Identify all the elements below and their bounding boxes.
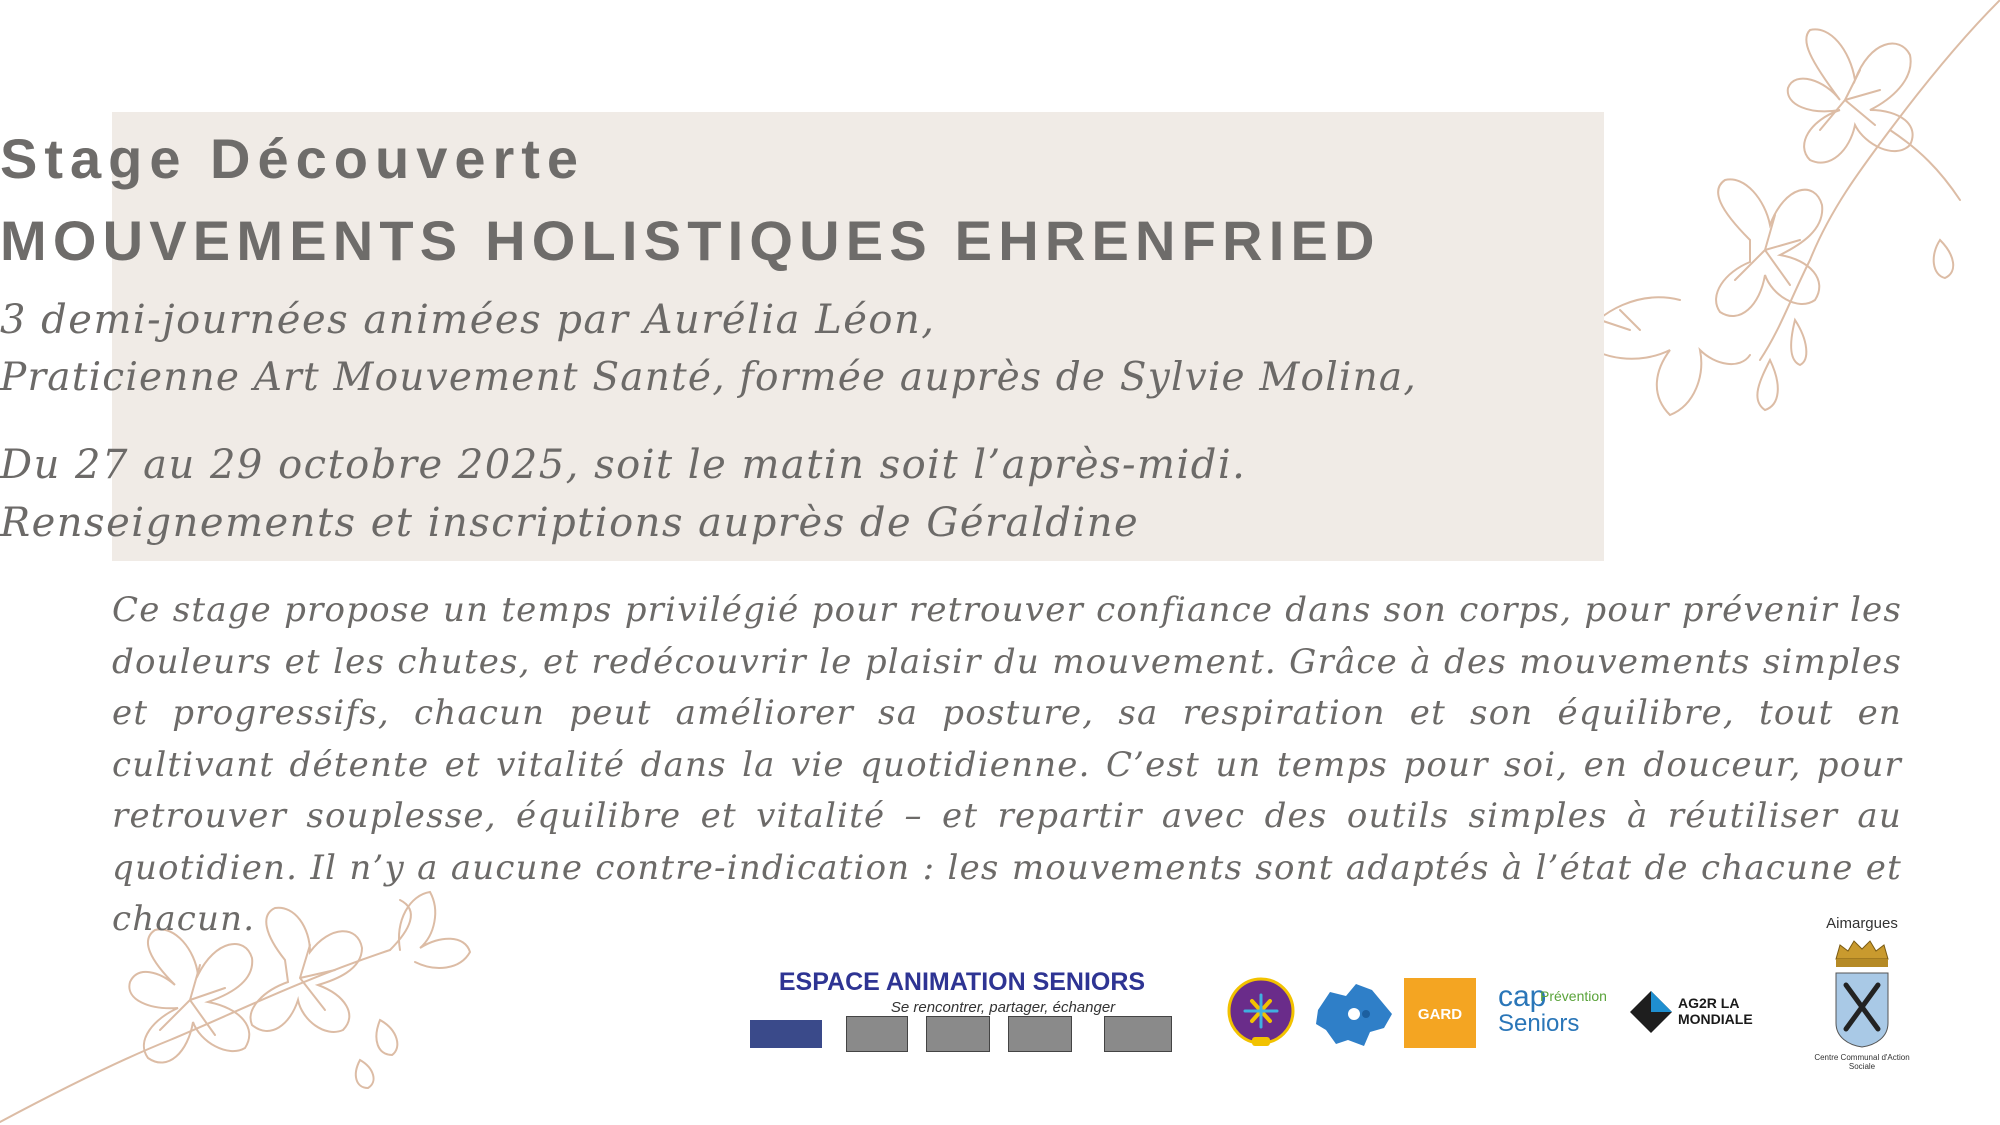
cap-prevention-word: Prévention	[1540, 988, 1607, 1004]
cap-prevention-seniors-logo	[1496, 982, 1608, 1042]
eas-photo-1	[846, 1016, 908, 1052]
eas-photo-4	[1104, 1016, 1172, 1052]
eas-emblem	[750, 1020, 822, 1048]
subtitle-praticienne: Praticienne Art Mouvement Santé, formée auprès de Sylvie Molina,	[0, 355, 1417, 400]
eas-tagline: Se rencontrer, partager, échanger	[890, 999, 1116, 1016]
title-stage-decouverte: Stage Découverte	[0, 127, 586, 190]
ccas-label: Centre Communal d'Action Sociale	[1814, 1053, 1910, 1071]
cap-seniors-word: Seniors	[1498, 1010, 1580, 1037]
info-line: Renseignements et inscriptions auprès de Géraldine	[0, 500, 1140, 546]
region-map-logo	[1312, 980, 1396, 1052]
cap-word: cap	[1498, 980, 1547, 1013]
aimargues-name: Aimargues	[1826, 915, 1898, 932]
ag2r-diamond-icon	[1628, 989, 1674, 1035]
circle-emblem-logo	[1226, 975, 1296, 1050]
description-paragraph: Ce stage propose un temps privilégié pour retrouver confiance dans son corps, pour prévenir les douleurs et les chutes, et redécouvrir le plaisir du mouvement. Grâce à des mouvements simples et progressifs, chacun peut améliorer sa posture, sa respiration et son équilibre, tout en cultivant détente et vitalité dans la vie quotidienne. C’est un temps pour soi, en douceur, pour retrouver souplesse, équilibre et vitalité – et repartir avec des outils simples à réutiliser au quotidien. Il n’y a aucune contre-indication : les mouvements sont adaptés à l’état de chacune et chacun.	[112, 590, 1902, 939]
gard-label: GARD	[1417, 1006, 1463, 1023]
aimargues-ccas-logo	[1812, 913, 1912, 1078]
ag2r-la-mondiale-logo	[1628, 985, 1763, 1040]
title-mouvements-holistiques: MOUVEMENTS HOLISTIQUES EHRENFRIED	[0, 209, 1381, 272]
eas-photo-3	[1008, 1016, 1072, 1052]
ag2r-text: AG2R LA MONDIALE	[1678, 995, 1753, 1027]
eas-photo-2	[926, 1016, 990, 1052]
subtitle-animation: 3 demi-journées animées par Aurélia Léon,	[0, 297, 936, 343]
espace-animation-seniors-logo	[748, 968, 1174, 1050]
eas-title: ESPACE ANIMATION SENIORS	[778, 968, 1146, 996]
dates-line: Du 27 au 29 octobre 2025, soit le matin soit l’après-midi.	[0, 442, 1247, 488]
aimargues-crest-icon	[1830, 937, 1894, 1049]
gard-logo	[1404, 978, 1476, 1048]
